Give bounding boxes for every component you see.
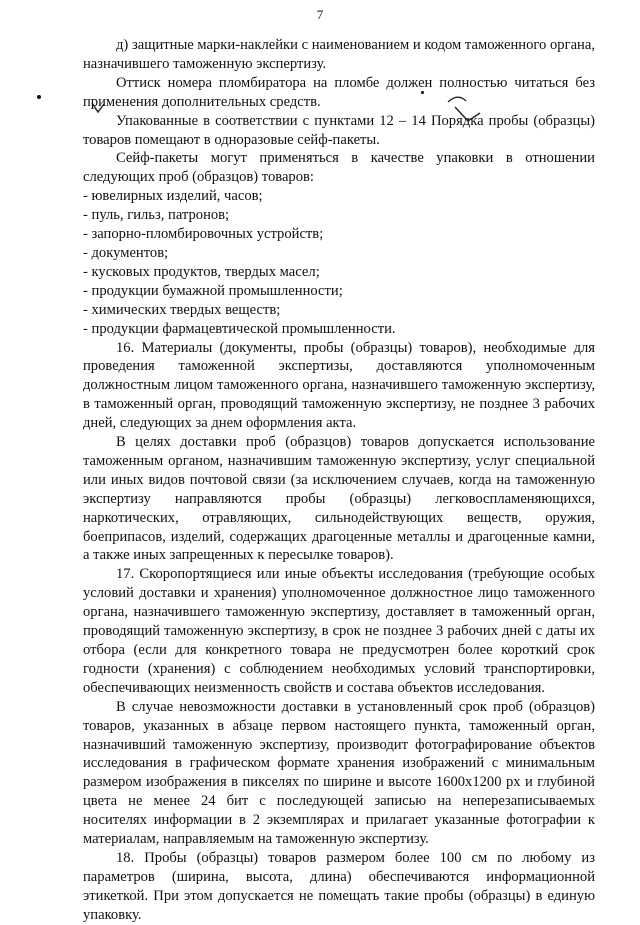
paragraph: Упакованные в соответствии с пунктами 12 – 14 Порядка пробы (образцы) товаров помещают в одноразовые сейф-пакеты. (83, 112, 595, 148)
list-item: - химических твердых веществ; (83, 301, 281, 318)
paragraph: Оттиск номера пломбиратора на пломбе должен полностью читаться без применения дополнительных средств. (83, 74, 595, 110)
paragraph: В целях доставки проб (образцов) товаров допускается использование таможенным органом, назначившим таможенную экспертизу, услуг специальной или иных видов почтовой связи (за исключением случаев, когда на таможенную экспертизу направляются пробы (образцы) легковоспламеняющихся, наркотических, отравляющих, сильнодействующих веществ, оружия, боеприпасов, изделий, содержащих драгоценные металлы и драгоценные камни, а также иных запрещенных к пересылке товаров). (83, 434, 595, 564)
list-item: - запорно-пломбировочных устройств; (83, 226, 324, 243)
list-item: - продукции фармацевтической промышленности. (83, 320, 396, 337)
paragraph: Сейф-пакеты могут применяться в качестве упаковки в отношении следующих проб (образцов) товаров: (83, 150, 595, 186)
paragraph-18: 18. Пробы (образцы) товаров размером более 100 см по любому из параметров (ширина, высота, длина) обеспечиваются информационной этикеткой. При этом допускается не помещать такие пробы (образцы) в единую упаковку. (83, 849, 595, 923)
list-item: - пуль, гильз, патронов; (83, 207, 230, 224)
paragraph: д) защитные марки-наклейки с наименованием и кодом таможенного органа, назначившего таможенную экспертизу. (83, 37, 595, 72)
list-item: - ювелирных изделий, часов; (83, 188, 263, 205)
document-body (83, 36, 595, 925)
page-number: 7 (316, 7, 324, 22)
list-item: - кусковых продуктов, твердых масел; (83, 263, 320, 280)
paragraph: В случае невозможности доставки в установленный срок проб (образцов) товаров, указанных в абзаце первом настоящего пункта, таможенный орган, назначивший таможенную экспертизу, производит фотографирование объектов исследования в графическом формате хранения изображений с минимальным размером изображения в пикселях по ширине и высоте 1600x1200 px и глубиной цвета не менее 24 бит с последующей записью на неперезаписываемых носителях информации в 2 экземплярах и прилагает указанные фотографии к материалам, направляемым на таможенную экспертизу. (83, 698, 595, 848)
paragraph-16: 16. Материалы (документы, пробы (образцы) товаров), необходимые для проведения таможенной экспертизы, доставляются уполномоченным должностным лицом таможенного органа, назначившего таможенную экспертизу, в таможенный орган, проводящий таможенную экспертизу, не позднее 3 рабочих дней, следующих за днем оформления акта. (83, 339, 595, 432)
list-item: - документов; (83, 244, 169, 261)
paragraph-17: 17. Скоропортящиеся или иные объекты исследования (требующие особых условий доставки и хранения) уполномоченное должностное лицо таможенного органа, назначившего таможенную экспертизу, доставляет в таможенный орган, проводящий таможенную экспертизу, в срок не позднее 3 рабочих дней с даты их отбора (если для конкретного товара не предусмотрен более короткий срок годности (хранения) с соблюдением необходимых условий транспортировки, обеспечивающих неизменность свойств и состава объектов исследования. (83, 566, 595, 696)
list-item: - продукции бумажной промышленности; (83, 282, 343, 299)
